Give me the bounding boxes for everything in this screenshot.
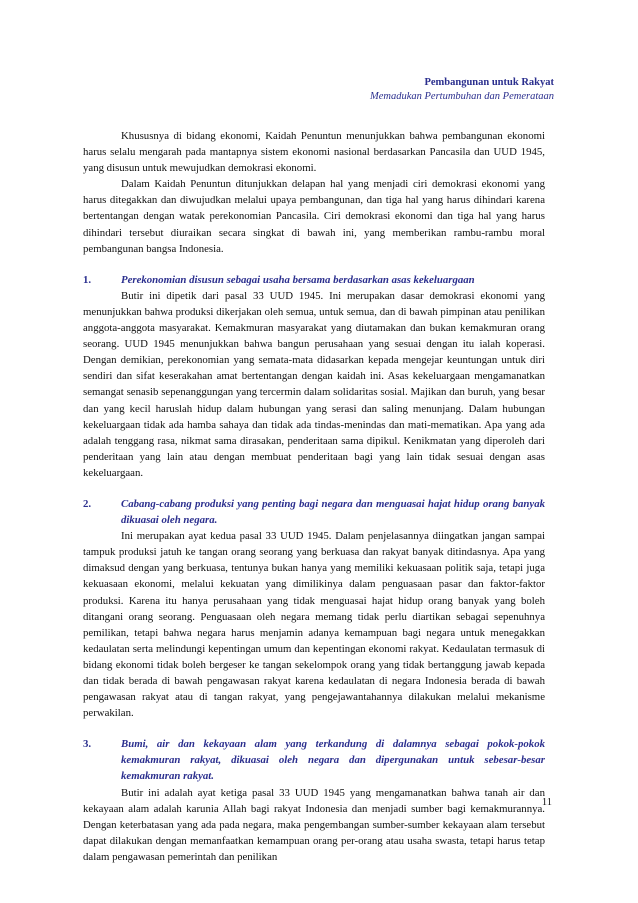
page-number: 11 (541, 797, 552, 808)
header-title: Pembangunan untuk Rakyat (424, 77, 554, 88)
section-number: 3. (83, 738, 92, 751)
header-subtitle: Memadukan Pertumbuhan dan Pemerataan (369, 91, 554, 102)
page-content (83, 128, 545, 865)
section-1 (83, 272, 545, 481)
section-heading (83, 736, 545, 784)
section-heading (83, 272, 545, 288)
section-2 (83, 496, 545, 721)
section-body: Ini merupakan ayat kedua pasal 33 UUD 1945. Dalam penjelasannya diingatkan jangan sampai tampuk produksi jatuh ke tangan orang seorang yang berkuasa dan rakyat banyak ditindasnya. Apa yang dimaksud dengan yang berkuasa, tentunya bukan hanya yang memiliki kekuasaan politik saja, tetapi juga kekuasaan ekonomi, melalui kekuatan yang dimilikinya dalam penguasaan pasar dan faktor-faktor produksi. Karena itu hanya perusahaan yang tidak menguasai hajat hidup orang banyak yang boleh ditangani orang seorang. Penguasaan oleh negara memang tidak perlu diartikan sebagai sepenuhnya pemilikan, tetapi bahwa negara harus menjamin adanya kemampuan bagi negara untuk menegakkan kedaulatan serta melindungi kepentingan umum dan kepentingan ekonomi rakyat. Kedaulatan termasuk di bidang ekonomi tidak boleh bergeser ke tangan sekelompok orang yang tidak bertanggung jawab kepada dan tidak berada di bawah pengawasan rakyat karena kedaulatan di negara Indonesia berada di bawah pengawasan rakyat atau di tangan rakyat, yang pengejawantahannya dilakukan melalui mekanisme perwakilan. (83, 530, 545, 720)
running-header (370, 76, 554, 104)
section-title: Bumi, air dan kekayaan alam yang terkandung di dalamnya sebagai pokok-pokok kemakmuran rakyat, dikuasai oleh negara dan dipergunakan untuk sebesar-besar kemakmuran rakyat. (121, 738, 545, 783)
section-body: Butir ini adalah ayat ketiga pasal 33 UUD 1945 yang mengamanatkan bahwa tanah air dan kekayaan alam adalah karunia Allah bagi rakyat Indonesia dan menjadi sumber bagi kemakmurannya. Dengan keterbatasan yang ada pada negara, maka pengembangan sumber-sumber kekayaan alam tersebut dapat dilakukan dengan memanfaatkan kemampuan orang per-orang atau usaha swasta, tetapi harus tetap dalam pengawasan pemerintah dan penilikan (83, 786, 545, 863)
intro-paragraph: Dalam Kaidah Penuntun ditunjukkan delapan hal yang menjadi ciri demokrasi ekonomi yang harus ditegakkan dan diwujudkan melalui upaya pembangunan, dan tiga hal yang harus dihindari karena bertentangan dengan watak perekonomian Pancasila. Ciri demokrasi ekonomi dan tiga hal yang harus dihindari tersebut diuraikan secara singkat di bawah ini, yang memberikan rambu-rambu moral pembangunan bangsa Indonesia. (83, 178, 545, 255)
section-title: Perekonomian disusun sebagai usaha bersama berdasarkan asas kekeluargaan (121, 273, 475, 286)
intro-paragraph: Khususnya di bidang ekonomi, Kaidah Penuntun menunjukkan bahwa pembangunan ekonomi harus selalu mengarah pada mantapnya sistem ekonomi nasional berdasarkan Pancasila dan UUD 1945, yang disusun untuk mewujudkan demokrasi ekonomi. (83, 130, 545, 175)
section-heading (83, 496, 545, 528)
section-number: 2. (83, 497, 92, 510)
section-3 (83, 736, 545, 865)
section-title: Cabang-cabang produksi yang penting bagi negara dan menguasai hajat hidup orang banyak dikuasai oleh negara. (121, 497, 545, 527)
section-number: 1. (83, 273, 92, 286)
section-body: Butir ini dipetik dari pasal 33 UUD 1945. Ini merupakan dasar demokrasi ekonomi yang menunjukkan bahwa produksi dikerjakan oleh semua, untuk semua, dan di bawah pimpinan atau penilikan anggota-anggota masyarakat. Kemakmuran masyarakat yang diutamakan dan bukan kemakmuran orang seorang. UUD 1945 menunjukkan bahwa bangun perusahaan yang sesuai dengan itu ialah koperasi. Dengan demikian, perekonomian yang semata-mata didasarkan kepada mengejar keuntungan untuk diri sendiri dan sifat keserakahan amat bertentangan dengan kaidah ini. Asas kekeluargaan mengamanatkan semangat senasib sepenanggungan yang tercermin dalam solidaritas sosial. Majikan dan buruh, yang besar dan yang kecil haruslah hidup dalam hubungan yang serasi dan saling menunjang. Dalam hubungan kekeluargaan tidak ada hamba sahaya dan tidak ada tindas-menindas dan mati-mematikan. Apa yang ada adalah tenggang rasa, nikmat sama dirasakan, penderitaan sama dipikul. Kenikmatan yang diperoleh dari penderitaan yang lain atau dengan membuat penderitaan bagi yang lain tidak sesuai dengan asas kekeluargaan. (83, 289, 545, 479)
